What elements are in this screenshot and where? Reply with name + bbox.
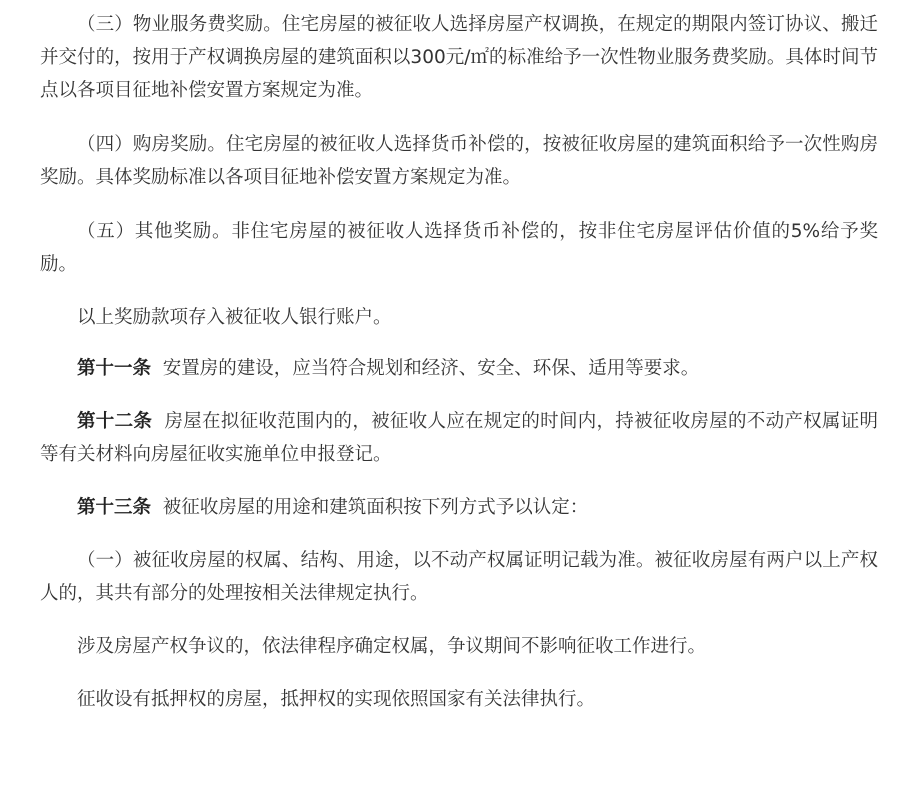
paragraph-other-reward <box>40 215 878 281</box>
paragraph-property-service-reward <box>40 8 878 107</box>
paragraph-text: 征收设有抵押权的房屋，抵押权的实现依照国家有关法律执行。 <box>77 689 596 710</box>
article-11 <box>40 352 878 385</box>
paragraph-ownership-determination <box>40 544 878 610</box>
paragraph-text: （四）购房奖励。住宅房屋的被征收人选择货币补偿的，按被征收房屋的建筑面积给予一次性购房奖励。具体奖励标准以各项目征地补偿安置方案规定为准。 <box>40 134 878 188</box>
paragraph-purchase-reward <box>40 128 878 194</box>
paragraph-text: （三）物业服务费奖励。住宅房屋的被征收人选择房屋产权调换，在规定的期限内签订协议、搬迁并交付的，按用于产权调换房屋的建筑面积以300元/㎡的标准给予一次性物业服务费奖励。具体时间节点以各项目征地补偿安置方案规定为准。 <box>40 14 878 101</box>
article-text: 安置房的建设，应当符合规划和经济、安全、环保、适用等要求。 <box>162 358 700 379</box>
document-body <box>40 8 878 716</box>
paragraph-mortgage <box>40 683 878 716</box>
article-number: 第十二条 <box>77 411 153 432</box>
article-13 <box>40 491 878 524</box>
paragraph-text: （五）其他奖励。非住宅房屋的被征收人选择货币补偿的，按非住宅房屋评估价值的5%给予奖励。 <box>40 221 878 275</box>
article-12 <box>40 405 878 471</box>
article-number: 第十三条 <box>77 497 152 518</box>
paragraph-text: 涉及房屋产权争议的，依法律程序确定权属，争议期间不影响征收工作进行。 <box>77 636 707 657</box>
paragraph-ownership-dispute <box>40 630 878 663</box>
paragraph-reward-deposit <box>40 301 878 334</box>
article-text: 被征收房屋的用途和建筑面积按下列方式予以认定： <box>162 497 589 518</box>
paragraph-text: 以上奖励款项存入被征收人银行账户。 <box>77 307 392 328</box>
paragraph-text: （一）被征收房屋的权属、结构、用途，以不动产权属证明记载为准。被征收房屋有两户以上产权人的，其共有部分的处理按相关法律规定执行。 <box>40 550 878 604</box>
article-text: 房屋在拟征收范围内的，被征收人应在规定的时间内，持被征收房屋的不动产权属证明等有关材料向房屋征收实施单位申报登记。 <box>40 411 878 465</box>
article-number: 第十一条 <box>77 358 152 379</box>
